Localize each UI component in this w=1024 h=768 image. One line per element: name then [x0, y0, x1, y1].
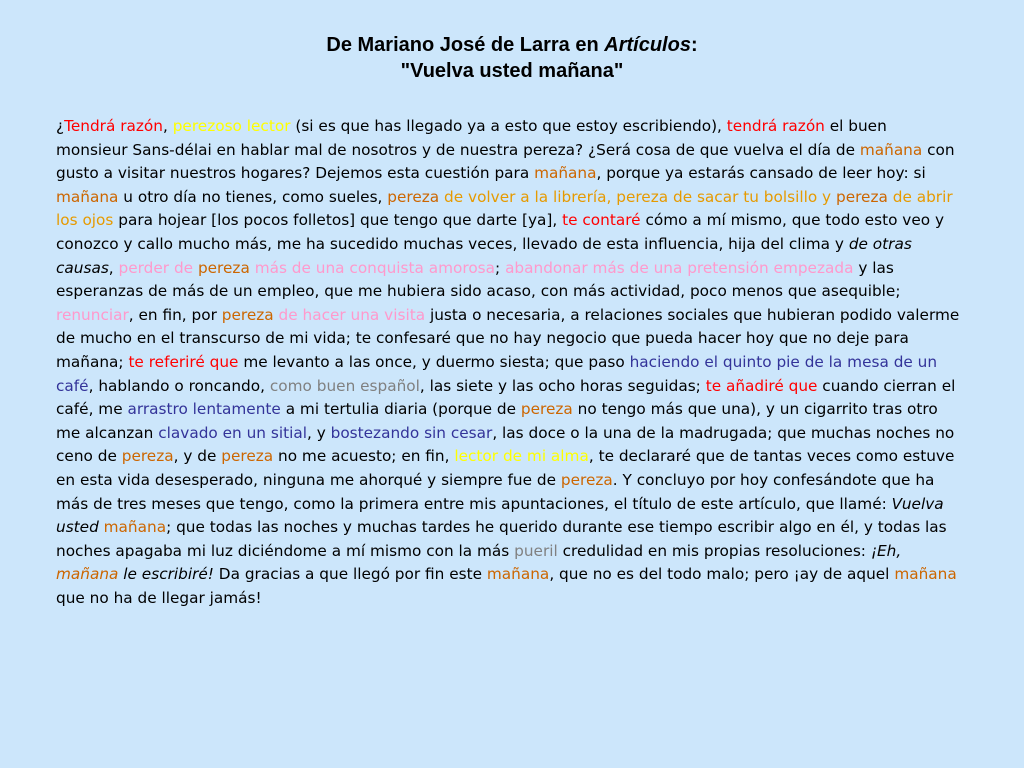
- text-run: Tendrá razón: [64, 117, 163, 135]
- text-run: no me acuesto; en fin,: [273, 447, 455, 466]
- text-run: clavado en un sitial: [158, 423, 307, 442]
- text-run: mañana: [56, 565, 119, 584]
- text-run: cuando cierran el café, me: [56, 376, 956, 419]
- text-run: . Y concluyo por hoy confesándote que ha más de tres meses que tengo, como la primera entre mis apuntaciones, el título de este artículo, que llamé:: [56, 470, 935, 513]
- text-run: como buen español: [269, 376, 420, 395]
- text-run: pereza: [197, 258, 250, 277]
- text-run: lector de mi alma: [454, 447, 589, 466]
- title-line-1: [0, 32, 1024, 58]
- text-run: te referiré que: [128, 352, 239, 371]
- text-run: te añadiré que: [705, 376, 818, 395]
- text-run: pueril: [514, 541, 558, 560]
- text-run: para hojear [los pocos folletos] que tengo que darte [ya],: [113, 211, 563, 230]
- text-run: pereza: [520, 400, 573, 419]
- text-run: el buen monsieur Sans-délai en hablar mal de nosotros y de nuestra pereza? ¿Será cosa de que vuelva el día de: [56, 117, 887, 159]
- text-run: no tengo más que una), y un cigarrito tras otro me alcanzan: [56, 400, 938, 442]
- text-run: u otro día no tienes, como sueles,: [118, 187, 388, 206]
- text-run: , en fin, por: [128, 305, 222, 324]
- text-run: renunciar: [56, 305, 129, 324]
- text-run: tendrá razón: [726, 117, 825, 135]
- text-run: que no ha de llegar jamás!: [56, 588, 262, 607]
- text-run: , las siete y las ocho horas seguidas;: [419, 376, 706, 395]
- title-author-prefix: De Mariano José de Larra en: [326, 34, 605, 56]
- slide-title: [0, 32, 1024, 84]
- text-run: mañana: [56, 187, 119, 206]
- text-run: , y: [306, 423, 331, 442]
- text-run: mañana: [103, 518, 167, 537]
- text-run: credulidad en mis propias resoluciones:: [557, 541, 871, 560]
- article-excerpt-paragraph: [56, 115, 960, 610]
- text-run: perezoso lector: [172, 117, 291, 135]
- text-run: , y de: [173, 447, 222, 466]
- text-run: me levanto a las once, y duermo siesta; que paso: [238, 352, 630, 371]
- text-run: , porque ya estarás cansado de leer hoy: si: [596, 164, 926, 183]
- text-run: justa o necesaria, a relaciones sociales que hubieran podido valerme de mucho en el transcurso de mi vida; te confesaré que no hay negocio que pueda hacer hoy que no deje para mañana;: [56, 305, 960, 371]
- text-run: , te declararé que de tantas veces como estuve en esta vida desesperado, ninguna me ahorqué y siempre fue de: [56, 447, 955, 489]
- text-run: cómo a mí mismo, que todo esto veo y conozco y callo mucho más, me ha sucedido muchas veces, llevado de esta influencia, hija del clima y: [56, 211, 945, 253]
- text-run: mañana: [486, 565, 550, 584]
- text-run: pereza: [387, 187, 440, 206]
- text-run: Da gracias a que llegó por fin este: [213, 565, 487, 584]
- text-run: arrastro lentamente: [127, 400, 281, 419]
- text-run: ¡Eh,: [870, 541, 902, 560]
- text-run: ,: [108, 258, 119, 277]
- text-run: pereza: [560, 470, 613, 489]
- text-run: mañana: [534, 164, 597, 183]
- text-run: de volver a la librería, pereza de sacar tu bolsillo y: [439, 187, 836, 206]
- text-run: haciendo el quinto pie de la mesa de un café: [56, 352, 938, 395]
- text-run: , hablando o roncando,: [88, 376, 270, 395]
- text-run: mañana: [894, 565, 957, 584]
- text-run: perder de: [118, 258, 198, 277]
- text-run: con gusto a visitar nuestros hogares? Dejemos esta cuestión para: [56, 140, 955, 183]
- text-run: a mi tertulia diaria (porque de: [280, 400, 521, 419]
- text-run: ¿: [56, 117, 65, 135]
- text-run: ,: [162, 117, 173, 135]
- text-run: Vuelva usted: [56, 494, 944, 537]
- text-run: pereza: [221, 447, 274, 466]
- text-run: pereza: [835, 187, 888, 206]
- title-line-2: "Vuelva usted mañana": [400, 60, 624, 82]
- text-run: mañana: [859, 140, 923, 159]
- text-run: , que no es del todo malo; pero ¡ay de aquel: [549, 565, 895, 584]
- text-run: de otras causas: [56, 234, 912, 277]
- text-run: ; que todas las noches y muchas tardes he querido durante ese tiempo escribir algo en él, y todas las noches apagaba mi luz diciéndome a mí mismo con la más: [56, 518, 947, 560]
- text-run: y las esperanzas de más de un empleo, que me hubiera sido acaso, con más actividad, poco menos que asequible;: [56, 258, 901, 301]
- text-run: de hacer una visita: [273, 305, 426, 324]
- text-run: de abrir los ojos: [56, 187, 953, 230]
- text-run: bostezando sin cesar: [330, 423, 493, 442]
- text-run: abandonar más de una pretensión empezada: [505, 258, 854, 277]
- text-run: más de una conquista amorosa: [249, 258, 496, 277]
- title-colon: :: [690, 34, 698, 56]
- text-run: te contaré: [562, 211, 641, 230]
- text-run: , las doce o la una de la madrugada; que muchas noches no ceno de: [56, 423, 955, 466]
- text-run: ;: [495, 258, 506, 277]
- text-run: le escribiré!: [118, 565, 214, 584]
- text-run: pereza: [221, 305, 274, 324]
- title-work-name: Artículos: [604, 34, 691, 56]
- text-run: pereza: [121, 447, 174, 466]
- text-run: (si es que has llegado ya a esto que estoy escribiendo),: [290, 117, 727, 135]
